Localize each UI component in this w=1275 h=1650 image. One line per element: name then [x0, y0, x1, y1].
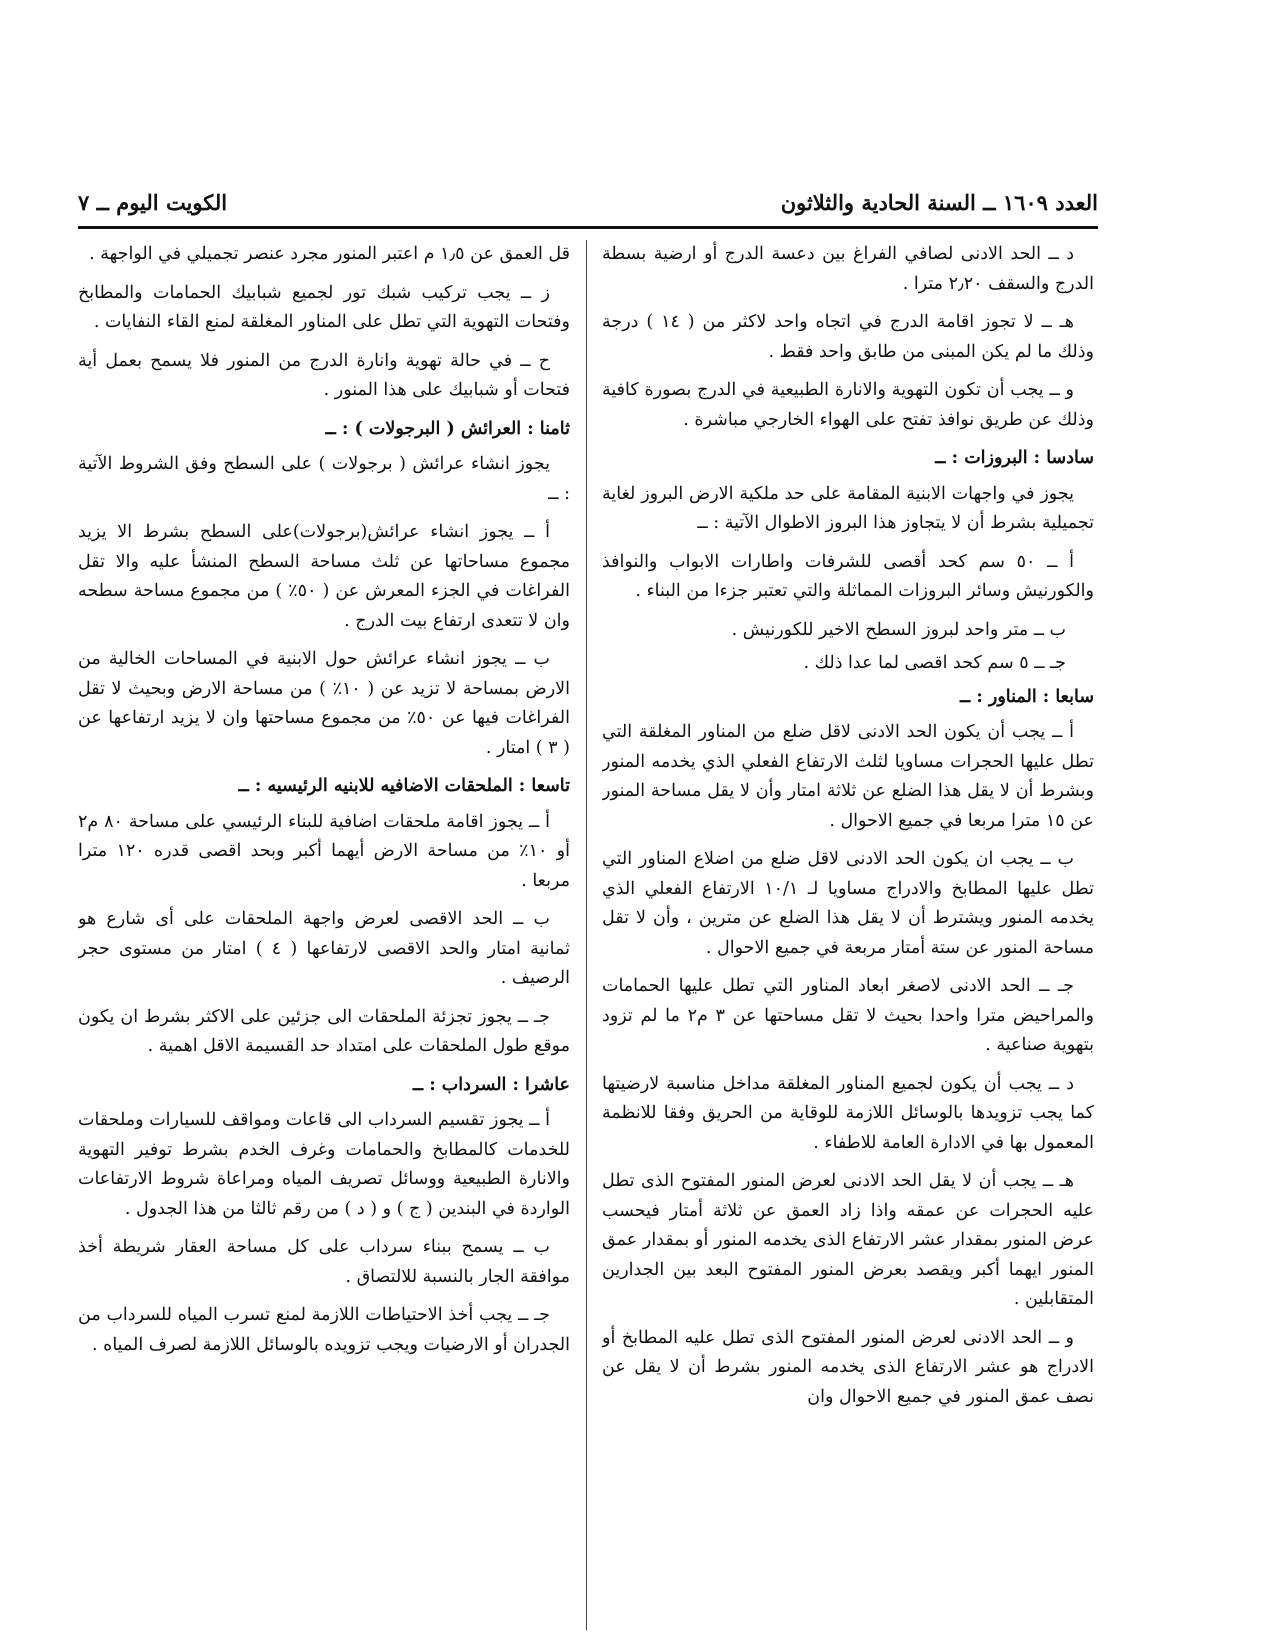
left-text-column — [78, 240, 570, 1630]
right-text-column — [602, 240, 1094, 1630]
paragraph: ب ــ الحد الاقصى لعرض واجهة الملحقات على أى شارع هو ثمانية امتار والحد الاقصى لارتفاعها ( ٤ ) امتار من مستوى حجر الرصيف . — [78, 909, 570, 988]
page-header — [78, 190, 1098, 224]
paragraph: ح ــ في حالة تهوية وانارة الدرج من المنور فلا يسمح بعمل أية فتحات أو شبابيك على هذا المنور . — [78, 350, 570, 400]
paragraph: و ــ يجب أن تكون التهوية والانارة الطبيعية في الدرج بصورة كافية وذلك عن طريق نوافذ تفتح على الهواء الخارجي مباشرة . — [602, 380, 1094, 430]
header-rule — [78, 226, 1098, 229]
paragraph: أ ــ يجوز انشاء عرائش(برجولات)على السطح بشرط الا يزيد مجموع مساحاتها عن ثلث مساحة السطح المنشأ عليه والا تقل الفراغات في الجزء المعرش عن ( ٥٠٪ ) من مجموع مساحة سطحه وان لا تتعدى ارتفاع بيت الدرج . — [78, 522, 570, 631]
paragraph: ز ــ يجب تركيب شبك تور لجميع شبابيك الحمامات والمطابخ وفتحات التهوية التي تطل على المناور المغلقة لمنع القاء النفايات . — [78, 282, 570, 332]
section-heading: تاسعا : الملحقات الاضافيه للابنيه الرئيسيه : ــ — [238, 776, 570, 796]
paragraph: يجوز انشاء عرائش ( برجولات ) على السطح وفق الشروط الآتية : ــ — [78, 454, 570, 504]
paragraph: ب ــ يسمح ببناء سرداب على كل مساحة العقار شريطة أخذ موافقة الجار بالنسبة للالتصاق . — [78, 1237, 570, 1287]
section-heading: سادسا : البروزات : ــ — [935, 448, 1094, 468]
paragraph: ب ــ يجوز انشاء عرائش حول الابنية في المساحات الخالية من الارض بمساحة لا تزيد عن ( ١٠٪ ) من مساحة الارض وبحيث لا تقل الفراغات فيها عن ٥٠٪ من مجموع مساحتها وان لا يزيد ارتفاعها عن ( ٣ ) امتار . — [78, 649, 570, 758]
header-publication-page: الكويت اليوم ــ ٧ — [78, 190, 228, 215]
section-heading: سابعا : المناور : ــ — [959, 686, 1094, 707]
paragraph: جـ ــ الحد الادنى لاصغر ابعاد المناور التي تطل عليها الحمامات والمراحيض مترا واحدا بحيث لا تقل مساحتها عن ٣ م٢ ما لم تزود بتهوية صناعية . — [602, 976, 1094, 1055]
paragraph: جـ ــ يجوز تجزئة الملحقات الى جزئين على الاكثر بشرط ان يكون موقع طول الملحقات على امتداد حد القسيمة الاقل اهمية . — [78, 1006, 570, 1056]
paragraph: جـ ــ يجب أخذ الاحتياطات اللازمة لمنع تسرب المياه للسرداب من الجدران أو الارضيات ويجب تزويده بالوسائل اللازمة لصرف المياه . — [78, 1305, 570, 1355]
column-divider — [586, 240, 587, 1630]
header-issue-info: العدد ١٦٠٩ ــ السنة الحادية والثلاثون — [780, 190, 1098, 215]
section-heading: عاشرا : السرداب : ــ — [412, 1074, 570, 1095]
paragraph-continuation: قل العمق عن ١٫٥ م اعتبر المنور مجرد عنصر تجميلي في الواجهة . — [89, 244, 570, 264]
paragraph: أ ــ يجوز تقسيم السرداب الى قاعات ومواقف للسيارات وملحقات للخدمات كالمطابخ والحمامات وغرف الخدم بشرط توفير التهوية والانارة الطبيعية ووسائل تصريف المياه ومراعاة شروط الارتفاعات الواردة في البندين ( ج ) و ( د ) من رقم ثالثا من هذا الجدول . — [78, 1110, 570, 1219]
paragraph: أ ــ يجب أن يكون الحد الادنى لاقل ضلع من المناور المغلقة التي تطل عليها الحجرات مساويا لثلث الارتفاع الفعلي الذي يخدمه المنور وبشرط أن لا يقل هذا الضلع عن ثلاثة امتار وأن لا يقل مساحة المنور عن ١٥ مترا مربعا في جميع الاحوال . — [602, 722, 1094, 831]
paragraph: و ــ الحد الادنى لعرض المنور المفتوح الذى تطل عليه المطابخ أو الادراج هو عشر الارتفاع الذى يخدمه المنور بشرط أن لا يقل عن نصف عمق المنور في جميع الاحوال وان — [602, 1327, 1094, 1407]
paragraph: ب ــ يجب ان يكون الحد الادنى لاقل ضلع من اضلاع المناور التي تطل عليها المطابخ والادراج مساويا لـ ١٠/١ الارتفاع الفعلي الذي يخدمه المنور ويشترط أن لا يقل هذا الضلع عن مترين ، وأن لا تقل مساحة المنور عن ستة أمتار مربعة في جميع الاحوال . — [602, 849, 1094, 958]
paragraph: أ ــ يجوز اقامة ملحقات اضافية للبناء الرئيسي على مساحة ٨٠ م٢ أو ١٠٪ من مساحة الارض أيهما أكبر وبحد اقصى قدره ١٢٠ مترا مربعا . — [78, 811, 570, 891]
paragraph: أ ــ ٥٠ سم كحد أقصى للشرفات واطارات الابواب والنوافذ والكورنيش وسائر البروزات المماثلة والتي تعتبر جزءا من البناء . — [602, 551, 1094, 601]
paragraph: د ــ يجب أن يكون لجميع المناور المغلقة مداخل مناسبة لارضيتها كما يجب تزويدها بالوسائل اللازمة للوقاية من الحريق وفقا للانظمة المعمول بها في الادارة العامة للاطفاء . — [602, 1073, 1094, 1153]
paragraph: هـ ــ يجب أن لا يقل الحد الادنى لعرض المنور المفتوح الذى تطل عليه الحجرات عن عمقه واذا زاد العمق عن ثلاثة أمتار فيحسب عرض المنور بمقدار عشر الارتفاع الذى يخدمه المنور أو بمقدار عمق المنور ايهما أكبر ويقصد بعرض المنور المفتوح البعد بين الجدارين المتقابلين . — [602, 1171, 1094, 1309]
paragraph: د ــ الحد الادنى لصافي الفراغ بين دعسة الدرج أو ارضية بسطة الدرج والسقف ٢٫٢٠ مترا . — [602, 244, 1094, 294]
list-item: ب ــ متر واحد لبروز السطح الاخير للكورنيش . — [731, 619, 1066, 640]
section-heading: ثامنا : العرائش ( البرجولات ) : ــ — [325, 418, 570, 439]
list-item: جـ ــ ٥ سم كحد اقصى لما عدا ذلك . — [803, 653, 1066, 673]
paragraph: هـ ــ لا تجوز اقامة الدرج في اتجاه واحد لاكثر من ( ١٤ ) درجة وذلك ما لم يكن المبنى من طابق واحد فقط . — [602, 312, 1094, 362]
paragraph: يجوز في واجهات الابنية المقامة على حد ملكية الارض البروز لغاية تجميلية بشرط أن لا يتجاوز هذا البروز الاطوال الآتية : ــ — [602, 483, 1094, 533]
